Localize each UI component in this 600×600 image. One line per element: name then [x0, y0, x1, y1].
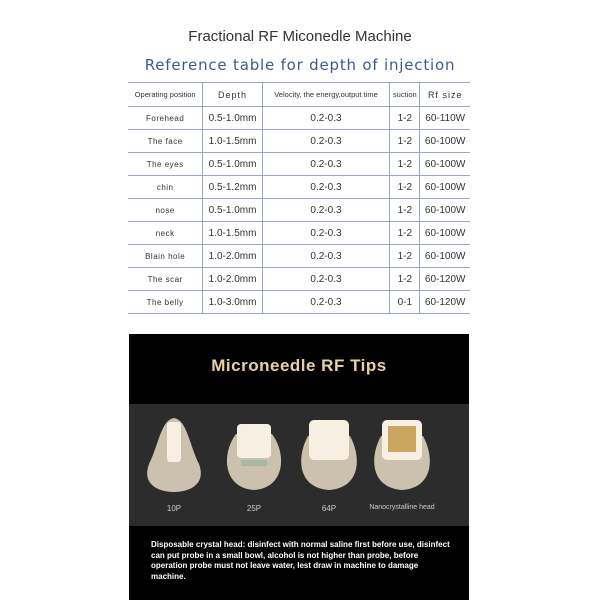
- cell-rf-size: 60-100W: [420, 245, 470, 268]
- tip-label-25p: 25P: [246, 504, 262, 513]
- cell-velocity: 0.2-0.3: [262, 291, 389, 314]
- header-rf-size: Rf size: [420, 83, 470, 107]
- tip-label-10p: 10P: [166, 504, 182, 513]
- cell-depth: 1.0-1.5mm: [203, 222, 262, 245]
- cell-position: The eyes: [128, 153, 203, 176]
- cell-suction: 1-2: [390, 199, 420, 222]
- cell-velocity: 0.2-0.3: [262, 153, 389, 176]
- header-depth: Depth: [203, 83, 262, 107]
- header-position: Operating position: [128, 83, 203, 107]
- table-row: [128, 291, 470, 314]
- cell-rf-size: 60-100W: [420, 153, 470, 176]
- table-row: [128, 199, 470, 222]
- cell-position: Forehead: [128, 107, 203, 130]
- cell-position: neck: [128, 222, 203, 245]
- cell-suction: 1-2: [390, 176, 420, 199]
- cell-position: The belly: [128, 291, 203, 314]
- header-velocity: Velocity, the energy,output time: [262, 83, 389, 107]
- microneedle-tips-panel: [129, 334, 469, 600]
- cell-velocity: 0.2-0.3: [262, 130, 389, 153]
- cell-rf-size: 60-100W: [420, 130, 470, 153]
- page-title: Fractional RF Miconedle Machine: [188, 28, 412, 45]
- tip-label-nanocrystalline: Nanocrystalline head: [369, 504, 435, 511]
- table-row: [128, 222, 470, 245]
- cell-velocity: 0.2-0.3: [262, 199, 389, 222]
- tip-label-64p: 64P: [321, 504, 337, 513]
- cell-position: The scar: [128, 268, 203, 291]
- cell-suction: 0-1: [390, 291, 420, 314]
- cell-velocity: 0.2-0.3: [262, 222, 389, 245]
- cell-suction: 1-2: [390, 268, 420, 291]
- cell-rf-size: 60-120W: [420, 268, 470, 291]
- table-row: [128, 245, 470, 268]
- cell-suction: 1-2: [390, 107, 420, 130]
- cell-position: chin: [128, 176, 203, 199]
- tips-description: Disposable crystal head: disinfect with normal saline first before use, disinfect can put probe in a small bowl, alcohol is not higher than probe, before operation probe must not leave water, lest draw in machine to damage machine.: [151, 540, 450, 581]
- tip-64p-image: [296, 414, 362, 494]
- table-row: [128, 176, 470, 199]
- tip-10p-image: [141, 414, 207, 494]
- cell-depth: 1.0-3.0mm: [203, 291, 262, 314]
- cell-velocity: 0.2-0.3: [262, 176, 389, 199]
- cell-rf-size: 60-100W: [420, 222, 470, 245]
- table-header-row: [128, 83, 470, 107]
- cell-suction: 1-2: [390, 130, 420, 153]
- cell-depth: 1.0-2.0mm: [203, 268, 262, 291]
- cell-rf-size: 60-110W: [420, 107, 470, 130]
- tips-image-band: [129, 404, 469, 526]
- cell-depth: 0.5-1.0mm: [203, 199, 262, 222]
- cell-depth: 1.0-2.0mm: [203, 245, 262, 268]
- table-subtitle: Reference table for depth of injection: [144, 56, 456, 74]
- table-row: [128, 107, 470, 130]
- cell-depth: 0.5-1.0mm: [203, 107, 262, 130]
- cell-suction: 1-2: [390, 245, 420, 268]
- cell-rf-size: 60-100W: [420, 199, 470, 222]
- cell-suction: 1-2: [390, 222, 420, 245]
- cell-depth: 1.0-1.5mm: [203, 130, 262, 153]
- cell-position: Blain hole: [128, 245, 203, 268]
- depth-reference-table: [128, 82, 470, 314]
- table-row: [128, 153, 470, 176]
- header-suction: suction: [390, 83, 420, 107]
- table-row: [128, 268, 470, 291]
- cell-suction: 1-2: [390, 153, 420, 176]
- cell-rf-size: 60-120W: [420, 291, 470, 314]
- tip-nanocrystalline-image: [369, 414, 435, 494]
- cell-position: nose: [128, 199, 203, 222]
- tips-heading: Microneedle RF Tips: [211, 356, 387, 375]
- cell-rf-size: 60-100W: [420, 176, 470, 199]
- tip-25p-image: [221, 414, 287, 494]
- table-row: [128, 130, 470, 153]
- cell-depth: 0.5-1.0mm: [203, 153, 262, 176]
- cell-depth: 0.5-1.2mm: [203, 176, 262, 199]
- cell-position: The face: [128, 130, 203, 153]
- cell-velocity: 0.2-0.3: [262, 245, 389, 268]
- cell-velocity: 0.2-0.3: [262, 268, 389, 291]
- cell-velocity: 0.2-0.3: [262, 107, 389, 130]
